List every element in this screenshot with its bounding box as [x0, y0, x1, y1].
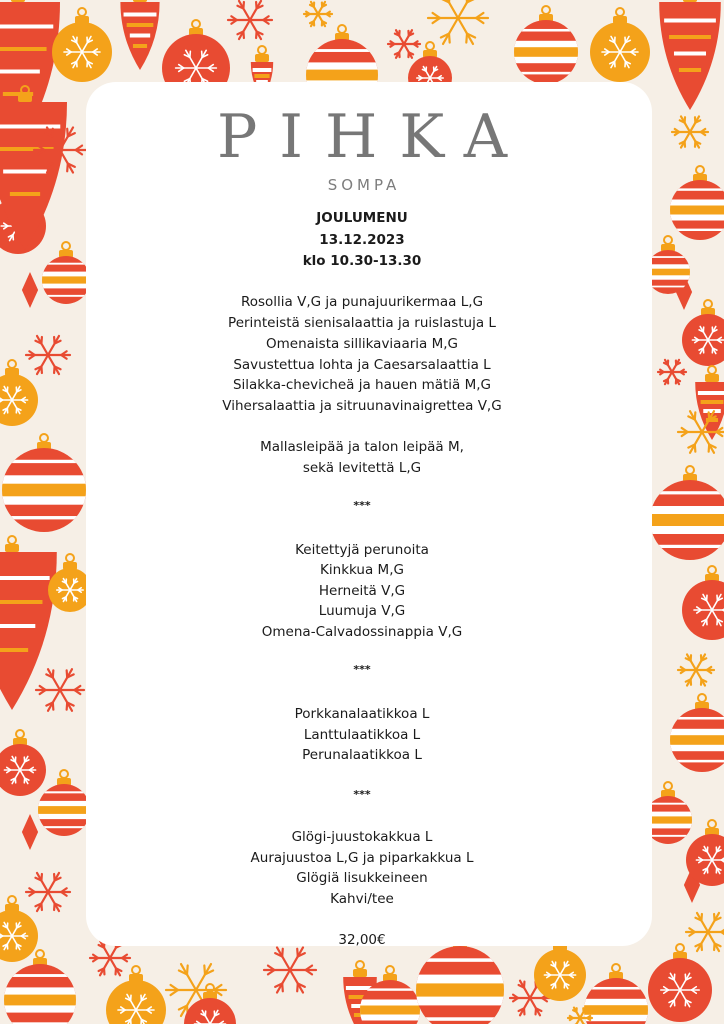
menu-item: Mallasleipää ja talon leipää M,: [260, 439, 464, 455]
menu-item: Aurajuustoa L,G ja piparkakkua L: [250, 850, 474, 866]
menu-item: Luumuja V,G: [318, 603, 406, 619]
ornament-ball-icon: [360, 966, 420, 1024]
menu-item: Perunalaatikkoa L: [302, 747, 422, 763]
menu-item: Kinkkua M,G: [320, 562, 404, 578]
ornament-ball-icon: [514, 6, 578, 84]
menu-title: JOULUMENU: [316, 210, 408, 226]
ornament-ball-icon: [584, 964, 648, 1024]
menu-item: Keitettyjä perunoita: [295, 542, 429, 558]
menu-item: Omenaista sillikaviaaria M,G: [266, 336, 458, 352]
ornament-ball-icon: [590, 8, 650, 82]
snowflake-icon: [304, 2, 332, 26]
section-separator: ***: [353, 788, 371, 801]
ornament-ball-icon: [52, 8, 112, 82]
menu-item: Omena-Calvadossinappia V,G: [261, 624, 463, 640]
ornament-drop-icon: [120, 0, 159, 70]
menu-item: Herneitä V,G: [318, 583, 406, 599]
restaurant-logo-title: PIHKA: [216, 102, 530, 172]
restaurant-location: SOMPA: [327, 176, 401, 194]
menu-item: Rosollia V,G ja punajuurikermaa L,G: [240, 294, 484, 310]
menu-item: Silakka-chevicheä ja hauen mätiä M,G: [232, 377, 492, 393]
snowflake-icon: [228, 1, 272, 39]
menu-item: Porkkanalaatikkoa L: [294, 706, 430, 722]
section-separator: ***: [353, 663, 371, 676]
ornament-ball-icon: [648, 944, 712, 1022]
menu-item: Glögi-juustokakkua L: [291, 829, 433, 845]
menu-item: Vihersalaattia ja sitruunavinaigrettea V,G: [222, 398, 502, 414]
menu-item: Lanttulaatikkoa L: [303, 727, 421, 743]
menu-item: Glögiä lisukkeineen: [296, 870, 428, 886]
ornament-drop-icon: [659, 0, 721, 110]
menu-item: Perinteistä sienisalaattia ja ruislastuja L: [228, 315, 496, 331]
menu-item: Kahvi/tee: [330, 891, 394, 907]
menu-item: sekä levitettä L,G: [302, 460, 422, 476]
menu-time: klo 10.30-13.30: [302, 253, 422, 269]
menu-date: 13.12.2023: [319, 232, 405, 248]
snowflake-icon: [388, 30, 420, 58]
section-separator: ***: [353, 499, 371, 512]
menu-price: 32,00€: [338, 932, 386, 948]
menu-item: Savustettua lohta ja Caesarsalaattia L: [233, 357, 491, 373]
snowflake-icon: [428, 0, 488, 44]
snowflake-icon: [264, 947, 316, 992]
